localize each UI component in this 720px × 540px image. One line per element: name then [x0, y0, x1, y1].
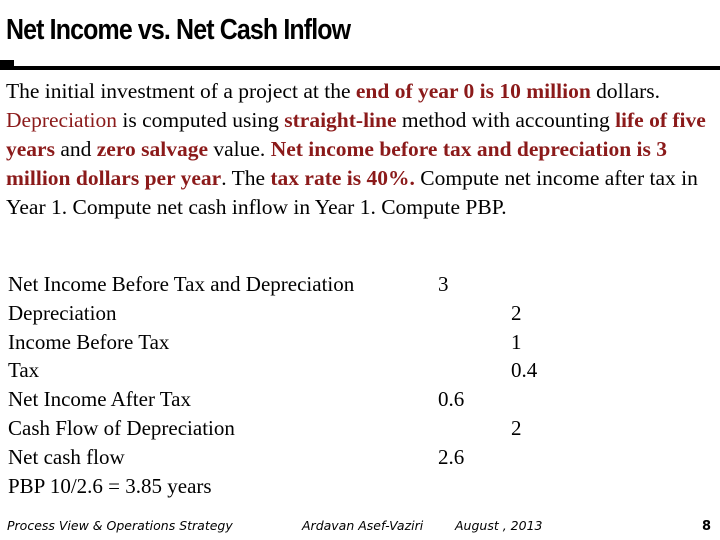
paragraph-text: dollars.: [590, 79, 661, 103]
row-label: PBP 10/2.6 = 3.85 years: [8, 473, 212, 498]
paragraph-text: The initial investment of a project at the: [6, 79, 356, 103]
footer-date: August , 2013: [455, 518, 543, 533]
row-label: Net cash flow: [8, 444, 125, 469]
highlighted-text: end of year 0 is 10 million: [355, 79, 591, 103]
highlighted-text: life of five years: [6, 108, 706, 161]
row-label: Depreciation: [8, 300, 117, 325]
highlighted-text: zero salvage: [96, 137, 208, 161]
page-number: 8: [702, 519, 712, 534]
row-label: Cash Flow of Depreciation: [8, 415, 235, 440]
value-col-1: 2.6: [438, 444, 465, 469]
value-col-2: 2: [511, 300, 522, 325]
value-col-1: 0.6: [438, 387, 465, 412]
value-col-2: 0.4: [511, 358, 538, 383]
problem-paragraph: [6, 77, 718, 222]
value-col-1: 3: [438, 272, 449, 296]
value-col-2: 2: [511, 415, 522, 440]
footer-course: Process View & Operations Strategy: [7, 518, 233, 533]
paragraph-text: is computed using: [117, 108, 285, 132]
row-label: Tax: [8, 358, 40, 383]
highlighted-text: Depreciation: [6, 108, 118, 132]
highlighted-text: tax rate is 40%.: [270, 166, 415, 190]
paragraph-text: . The: [221, 166, 271, 190]
paragraph-text: method with accounting: [396, 108, 616, 132]
row-label: Income Before Tax: [8, 329, 170, 354]
paragraph-text: and: [54, 137, 97, 161]
row-label: Net Income Before Tax and Depreciation: [8, 272, 355, 296]
highlighted-text: straight-line: [284, 108, 397, 132]
footer-author: Ardavan Asef-Vaziri: [302, 518, 424, 533]
title-rule: [0, 66, 720, 70]
highlighted-text: Net income before tax and depreciation is 3 million dollars per year: [6, 137, 667, 190]
paragraph-text: value.: [208, 137, 271, 161]
row-label: Net Income After Tax: [8, 387, 191, 412]
value-col-2: 1: [511, 329, 522, 354]
paragraph-text: Compute net income after tax in Year 1. Compute net cash inflow in Year 1. Compute PBP.: [6, 166, 698, 219]
slide-title: Net Income vs. Net Cash Inflow: [6, 14, 351, 46]
